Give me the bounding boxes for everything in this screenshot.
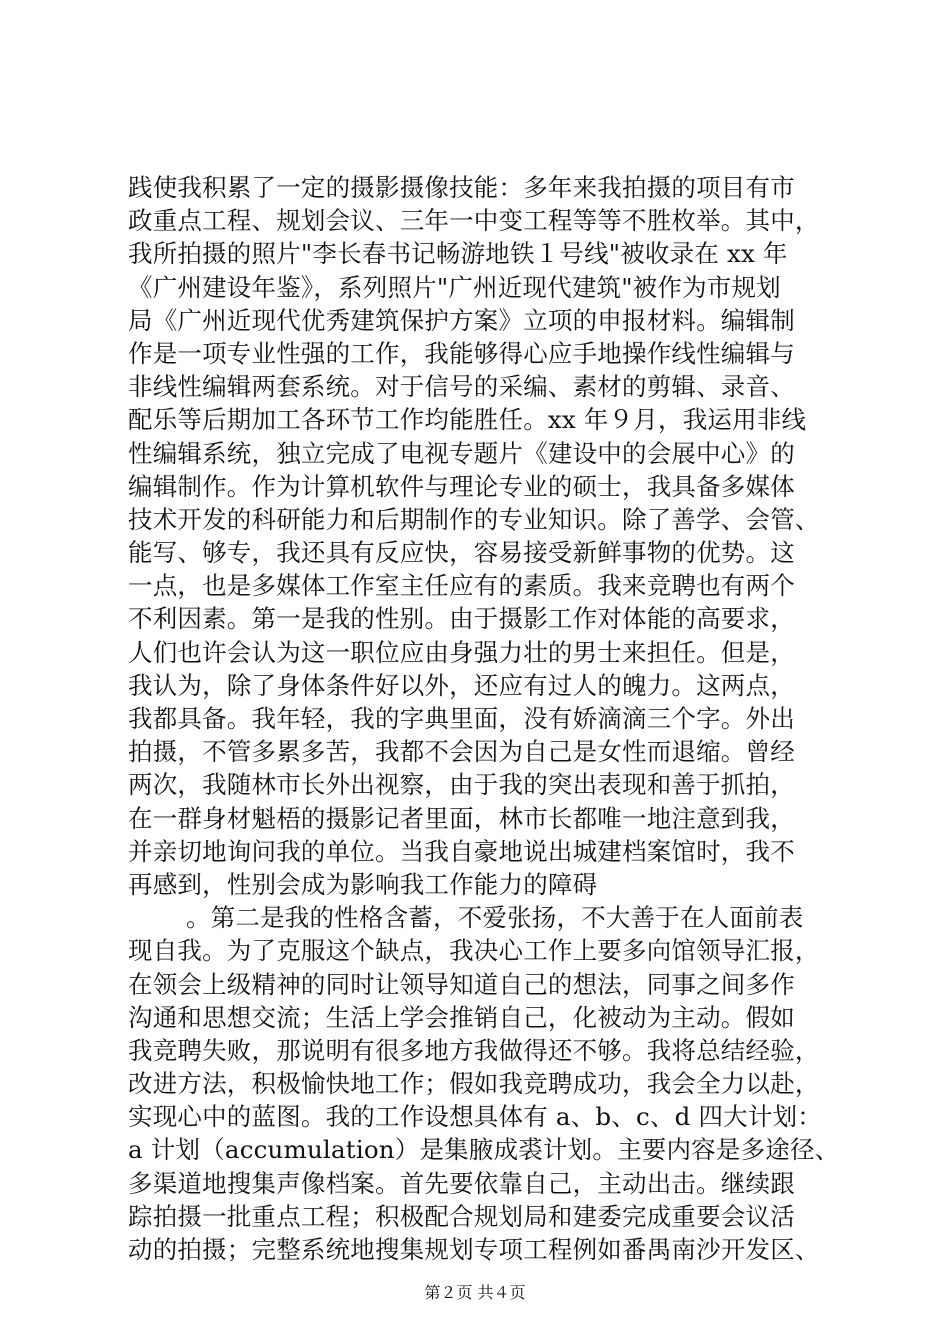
text-line: 非线性编辑两套系统。对于信号的采编、素材的剪辑、录音、: [128, 372, 795, 402]
text-line: 政重点工程、规划会议、三年一中变工程等等不胜枚举。其中，: [128, 206, 820, 236]
text-line: 性编辑系统，独立完成了电视专题片《建设中的会展中心》的: [128, 438, 795, 468]
text-line: 再感到，性别会成为影响我工作能力的障碍: [128, 869, 598, 899]
page-footer: 第２页 共４页: [424, 1283, 526, 1302]
text-line: 沟通和思想交流；生活上学会推销自己，化被动为主动。假如: [128, 1002, 795, 1032]
text-line: 两次，我随林市长外出视察，由于我的突出表现和善于抓拍，: [128, 770, 795, 800]
text-line: 并亲切地询问我的单位。当我自豪地说出城建档案馆时，我不: [128, 836, 795, 866]
text-line: 多渠道地搜集声像档案。首先要依靠自己，主动出击。继续跟: [128, 1168, 795, 1198]
text-line: 踪拍摄一批重点工程；积极配合规划局和建委完成重要会议活: [128, 1201, 795, 1231]
text-line: 我竞聘失败，那说明有很多地方我做得还不够。我将总结经验，: [128, 1035, 820, 1065]
text-line: 动的拍摄；完整系统地搜集规划专项工程例如番禺南沙开发区、: [128, 1235, 820, 1264]
paragraph-start-line: 。第二是我的性格含蓄，不爱张扬，不大善于在人面前表: [186, 903, 804, 933]
text-line: 局《广州近现代优秀建筑保护方案》立项的申报材料。编辑制: [128, 305, 795, 335]
text-line: a 计划（accumulation）是集腋成裘计划。主要内容是多途径、: [128, 1135, 840, 1165]
text-line: 在一群身材魁梧的摄影记者里面，林市长都唯一地注意到我，: [128, 803, 795, 833]
text-line: 改进方法，积极愉快地工作；假如我竞聘成功，我会全力以赴，: [128, 1069, 820, 1099]
text-line: 《广州建设年鉴》，系列照片"广州近现代建筑"被作为市规划: [128, 272, 781, 302]
text-line: 现自我。为了克服这个缺点，我决心工作上要多向馆领导汇报，: [128, 936, 820, 966]
body-text: [128, 171, 848, 1266]
text-line: 一点，也是多媒体工作室主任应有的素质。我来竞聘也有两个: [128, 571, 795, 601]
text-line: 我认为，除了身体条件好以外，还应有过人的魄力。这两点，: [128, 670, 795, 700]
text-line: 在领会上级精神的同时让领导知道自己的想法，同事之间多作: [128, 969, 795, 999]
text-line: 我都具备。我年轻，我的字典里面，没有娇滴滴三个字。外出: [128, 704, 795, 733]
text-line: 实现心中的蓝图。我的工作设想具体有 a、b、c、d 四大计划：: [128, 1102, 822, 1132]
text-line: 践使我积累了一定的摄影摄像技能：多年来我拍摄的项目有市: [128, 173, 795, 202]
text-line: 编辑制作。作为计算机软件与理论专业的硕士，我具备多媒体: [128, 471, 795, 501]
text-line: 作是一项专业性强的工作，我能够得心应手地操作线性编辑与: [128, 338, 795, 368]
text-line: 不利因素。第一是我的性别。由于摄影工作对体能的高要求，: [128, 604, 795, 634]
text-line: 人们也许会认为这一职位应由身强力壮的男士来担任。但是，: [128, 637, 795, 667]
text-line: 我所拍摄的照片"李长春书记畅游地铁１号线"被收录在 xx 年: [128, 239, 788, 269]
text-line: 拍摄，不管多累多苦，我都不会因为自己是女性而退缩。曾经: [128, 737, 795, 767]
text-line: 技术开发的科研能力和后期制作的专业知识。除了善学、会管、: [128, 504, 820, 534]
text-line: 能写、够专，我还具有反应快，容易接受新鲜事物的优势。这: [128, 538, 795, 568]
text-line: 配乐等后期加工各环节工作均能胜任。xx 年９月，我运用非线: [128, 405, 807, 435]
